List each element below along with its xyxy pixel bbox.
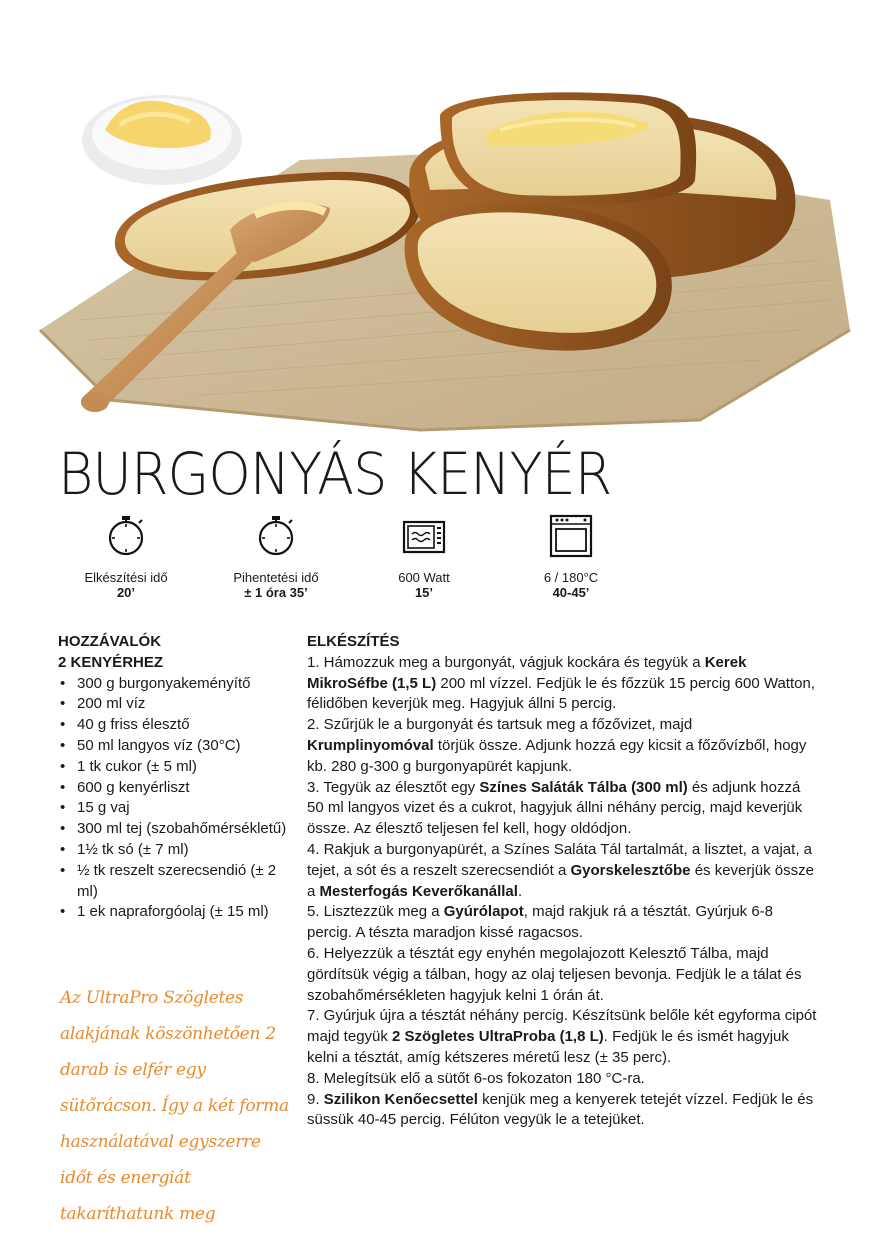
ingredients-heading: HOZZÁVALÓK (58, 633, 162, 650)
preparation-step (307, 1090, 817, 1132)
step-text: kenjük meg a kenyerek tetejét vízzel. Fedjük le és süssük 40-45 percig. Félúton vegyük le a tetejüket. (307, 1090, 814, 1129)
step-text: 1. Hámozzuk meg a burgonyát, vágjuk kockára és tegyük a (307, 653, 705, 671)
step-text: törjük össze. Adjunk hozzá egy kicsit a főzővízből, hogy kb. 280 g-300 g burgonyapürét kapjunk. (307, 736, 807, 775)
preparation-step (307, 715, 817, 777)
stat-label: Pihentetési idő (233, 570, 319, 585)
step-text: 6. Helyezzük a tésztát egy enyhén megolajozott Kelesztő Tálba, majd gördítsük végig a tálban, hogy az olaj teljesen bevonja. Fedjük le a tálat és szobahőmérsékleten hagyjuk kelni 1 órán át. (307, 944, 802, 1004)
microwave-icon (402, 512, 446, 558)
stat-microwave (354, 512, 494, 600)
recipe-stats (0, 512, 874, 612)
ingredients-subheading: 2 KENYÉRHEZ (58, 653, 164, 671)
ingredient-item: • 1½ tk só (± 7 ml) (58, 840, 288, 861)
ingredient-item: • ½ tk reszelt szerecsendió (± 2 ml) (58, 861, 288, 903)
preparation-step (307, 944, 817, 1006)
step-text: 200 ml vízzel. Fedjük le és főzzük 15 percig 600 Watton, félidőben keverjük meg. Hagyjuk állni 5 percig. (307, 674, 815, 713)
stat-oven (501, 512, 641, 600)
ingredient-item: • 15 g vaj (58, 798, 288, 819)
oven-icon (549, 512, 593, 558)
preparation-heading: ELKÉSZÍTÉS (307, 633, 400, 650)
stat-value: 40-45’ (552, 585, 590, 600)
step-text: . Fedjük le és ismét hagyjuk kelni a tésztát, amíg kétszeres méretű lesz (± 35 perc). (307, 1028, 789, 1066)
product-name: Krumplinyomóval (307, 736, 434, 754)
step-text: 3. Tegyük az élesztőt egy (307, 778, 480, 796)
bread-slice-top (440, 92, 696, 206)
stopwatch-icon (106, 512, 146, 558)
preparation-step (307, 778, 817, 840)
product-name: Kerek MikroSéfbe (1,5 L) (307, 653, 747, 692)
step-text: 7. Gyúrjuk újra a tésztát néhány percig. Készítsünk belőle két egyforma cipót majd tegyük (307, 1007, 817, 1046)
ingredients-section (58, 632, 288, 923)
step-text: és keverjük össze a (307, 861, 814, 900)
ingredient-item: • 600 g kenyérliszt (58, 778, 288, 799)
product-name: 2 Szögletes UltraProba (1,8 L) (392, 1028, 604, 1046)
ingredient-item: • 40 g friss élesztő (58, 715, 288, 736)
handwritten-tip: Az UltraPro Szögletes alakjának köszönhetően 2 darab is elfér egy sütőrácson. Így a két forma használatával egyszerre időt és energiát takaríthatunk meg (60, 988, 289, 1224)
step-text: és adjunk hozzá 50 ml langyos vizet és a cukrot, hagyjuk állni néhány percig, majd keverjük össze. Az élesztő teljesen fel kell, hogy oldódjon. (307, 778, 803, 838)
ingredient-item: • 50 ml langyos víz (30°C) (58, 736, 288, 757)
product-name: Gyorskelesztőbe (570, 861, 691, 879)
preparation-step (307, 1006, 817, 1068)
stat-prep-time (56, 512, 196, 600)
butter-bowl (82, 95, 242, 185)
ingredient-item: • 300 g burgonyakeményítő (58, 674, 288, 695)
ingredient-item: • 1 tk cukor (± 5 ml) (58, 757, 288, 778)
preparation-steps (307, 653, 817, 1131)
stat-rest-time (206, 512, 346, 600)
step-text: , majd rakjuk rá a tésztát. Gyúrjuk 6-8 percig. A tészta maradjon kissé ragacsos. (307, 903, 774, 942)
product-name: Szilikon Kenőecsettel (323, 1090, 478, 1108)
preparation-step (307, 840, 817, 902)
stat-value: 20’ (116, 585, 136, 600)
product-name: Gyúrólapot (443, 903, 524, 921)
ingredients-list (58, 674, 288, 924)
hero-photo (0, 0, 874, 440)
recipe-title: BURGONYÁS KENYÉR (58, 440, 612, 508)
step-text: 2. Szűrjük le a burgonyát és tartsuk meg a főzővizet, majd (307, 716, 693, 734)
step-text: 5. Lisztezzük meg a (307, 903, 444, 921)
product-name: Színes Saláták Tálba (300 ml) (479, 778, 688, 796)
stat-label: Elkészítési idő (84, 570, 168, 585)
product-name: Mesterfogás Keverőkanállal (319, 882, 518, 900)
step-text: . (517, 882, 523, 900)
step-text: 8. Melegítsük elő a sütőt 6-os fokozaton 180 °C-ra. (307, 1069, 645, 1087)
stat-value: ± 1 óra 35’ (244, 585, 308, 600)
preparation-step (307, 653, 817, 715)
ingredient-item: • 200 ml víz (58, 694, 288, 715)
step-text: 9. (307, 1090, 324, 1108)
ingredient-item: • 300 ml tej (szobahőmérsékletű) (58, 819, 288, 840)
preparation-step (307, 1069, 817, 1090)
stat-label: 6 / 180°C (543, 570, 599, 585)
preparation-step (307, 902, 817, 944)
step-text: 4. Rakjuk a burgonyapürét, a Színes Saláta Tál tartalmát, a lisztet, a vajat, a tejet, a sót és a reszelt szerecsendiót a (307, 840, 812, 879)
ingredient-item: • 1 ek napraforgóolaj (± 15 ml) (58, 902, 288, 923)
stopwatch-icon (256, 512, 296, 558)
preparation-section (307, 632, 817, 1131)
stat-value: 15’ (414, 585, 434, 600)
stat-label: 600 Watt (398, 570, 450, 585)
